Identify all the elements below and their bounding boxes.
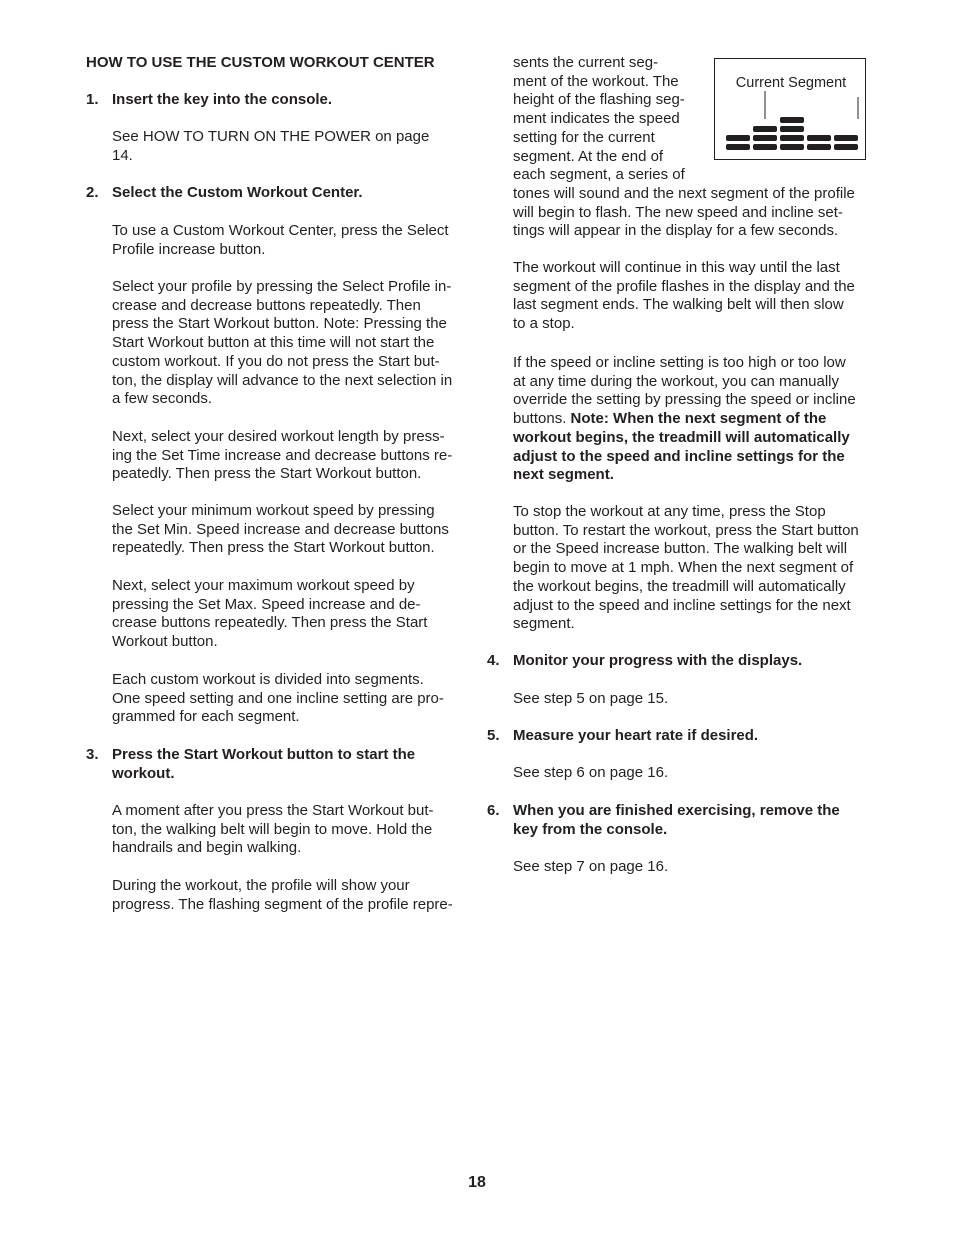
text-line: custom workout. If you do not press the Start but- [112, 352, 440, 370]
text-line: During the workout, the profile will show your [112, 877, 410, 894]
text-line: Each custom workout is divided into segments. [112, 671, 424, 688]
text-line: Next, select your desired workout length by press- [112, 428, 445, 445]
profile-segment-bar [834, 144, 858, 150]
text-line: to a stop. [513, 315, 575, 333]
paragraph-segments [112, 671, 444, 727]
text-line [513, 410, 856, 429]
note-line: next segment. [513, 466, 614, 484]
text-line: To stop the workout at any time, press the Stop [513, 503, 826, 520]
profile-segment-bar [834, 135, 858, 141]
profile-display-graphic [715, 59, 867, 161]
text-line: ton, the walking belt will begin to move. Hold the [112, 820, 433, 838]
section-heading: HOW TO USE THE CUSTOM WORKOUT CENTER [86, 54, 435, 71]
note-line: workout begins, the treadmill will automatically [513, 428, 850, 446]
profile-segment-bar [753, 144, 777, 150]
current-segment-figure [714, 58, 866, 160]
profile-segment-bar [780, 126, 804, 132]
text-line: height of the flashing seg- [513, 91, 685, 109]
text-line: See HOW TO TURN ON THE POWER on page [112, 128, 430, 145]
paragraph-belt-moves [112, 802, 434, 858]
paragraph-workout-length [112, 428, 452, 484]
profile-segment-bar [780, 117, 804, 123]
text-line: To use a Custom Workout Center, press the Select [112, 222, 449, 239]
text-line: Workout button. [112, 633, 218, 651]
text-line: key from the console. [513, 820, 668, 838]
paragraph-profile-progress [112, 877, 453, 914]
figure-label: Current Segment [735, 75, 847, 91]
profile-segment-bar [780, 144, 804, 150]
text-line: Profile increase button. [112, 240, 266, 258]
text-line: the workout begins, the treadmill will automatically [513, 577, 846, 595]
step-5-title: Measure your heart rate if desired. [513, 727, 759, 744]
step-2-title: Select the Custom Workout Center. [112, 184, 363, 201]
step-6-text: See step 7 on page 16. [513, 858, 669, 875]
text-line: override the setting by pressing the speed or incline [513, 391, 856, 409]
text-line: pressing the Set Max. Speed increase and de- [112, 595, 421, 613]
text-line: One speed setting and one incline setting are pro- [112, 689, 444, 707]
step-4-text: See step 5 on page 15. [513, 690, 669, 707]
text-line: The workout will continue in this way until the last [513, 259, 840, 276]
step-3-title [112, 746, 415, 783]
text-line: Select your minimum workout speed by pressing [112, 502, 435, 519]
text-line: adjust to the speed and incline settings for the next [513, 596, 851, 614]
text-line: tings will appear in the display for a few seconds. [513, 222, 839, 240]
text-line: ton, the display will advance to the next selection in [112, 371, 453, 389]
text-line: last segment ends. The walking belt will then slow [513, 296, 844, 314]
step-6-number: 6. [487, 802, 500, 819]
text-line: ment indicates the speed [513, 110, 680, 128]
paragraph-min-speed [112, 502, 449, 558]
text-line: Select your profile by pressing the Select Profile in- [112, 278, 452, 295]
text-line: Next, select your maximum workout speed by [112, 577, 415, 594]
text-line: 14. [112, 146, 133, 164]
text-line: button. To restart the workout, press the Start button [513, 521, 859, 539]
text-line: at any time during the workout, you can manually [513, 372, 840, 390]
profile-segment-bar [807, 144, 831, 150]
paragraph-stop-workout [513, 503, 859, 634]
text-line: A moment after you press the Start Workout but- [112, 802, 434, 819]
text-line: workout. [112, 764, 175, 782]
text-line: Press the Start Workout button to start the [112, 746, 416, 763]
profile-segment-bar [807, 135, 831, 141]
text-line: the Set Min. Speed increase and decrease buttons [112, 520, 449, 538]
text-line: sents the current seg- [513, 54, 659, 71]
profile-segment-bar [780, 135, 804, 141]
text-line: If the speed or incline setting is too high or too low [513, 354, 846, 371]
text-line: grammed for each segment. [112, 708, 300, 726]
text-line: tones will sound and the next segment of the profile [513, 184, 855, 202]
step-4-title: Monitor your progress with the displays. [513, 652, 803, 669]
step-4-number: 4. [487, 652, 500, 669]
profile-segment-bar [753, 126, 777, 132]
text-line: When you are finished exercising, remove the [513, 802, 840, 819]
paragraph-select-profile [112, 278, 452, 409]
profile-segment-bar [726, 144, 750, 150]
text-line: begin to move at 1 mph. When the next segment of [513, 559, 854, 577]
step-6-title [513, 802, 840, 839]
text-span: buttons. [513, 410, 571, 428]
step-5-text: See step 6 on page 16. [513, 764, 669, 781]
text-line: ing the Set Time increase and decrease buttons re- [112, 446, 453, 464]
text-line: setting for the current [513, 128, 655, 146]
step-1-title: Insert the key into the console. [112, 91, 333, 108]
text-line: press the Start Workout button. Note: Pressing the [112, 315, 447, 333]
note-bold: Note: When the next segment of the [570, 410, 827, 428]
text-line: peatedly. Then press the Start Workout button. [112, 465, 422, 483]
text-line: handrails and begin walking. [112, 839, 302, 857]
paragraph-workout-continues [513, 259, 855, 334]
paragraph-max-speed [112, 577, 427, 652]
page-number: 18 [468, 1174, 486, 1191]
text-line: each segment, a series of [513, 166, 685, 184]
text-line: progress. The flashing segment of the profile repre- [112, 895, 453, 913]
text-line: will begin to flash. The new speed and incline set- [513, 203, 843, 221]
note-line: adjust to the speed and incline settings for the [513, 447, 845, 465]
text-line: segment of the profile flashes in the display and the [513, 277, 855, 295]
text-line: segment. At the end of [513, 147, 664, 165]
profile-segment-bar [753, 135, 777, 141]
step-1-number: 1. [86, 91, 99, 108]
text-line: segment. [513, 615, 575, 633]
step-5-number: 5. [487, 727, 500, 744]
paragraph-override-setting [513, 354, 856, 485]
text-line: crease and decrease buttons repeatedly. Then [112, 296, 421, 314]
step-2-number: 2. [86, 184, 99, 201]
profile-segment-bar [726, 135, 750, 141]
text-line: a few seconds. [112, 390, 213, 408]
step-3-number: 3. [86, 746, 99, 763]
step-1-text [112, 128, 429, 165]
text-line: or the Speed increase button. The walking belt will [513, 540, 848, 558]
text-line: ment of the workout. The [513, 72, 679, 90]
text-line: Start Workout button at this time will not start the [112, 334, 435, 352]
text-line: repeatedly. Then press the Start Workout button. [112, 539, 435, 557]
paragraph-custom-workout [112, 222, 449, 259]
segment-bars [726, 117, 858, 150]
text-line: crease buttons repeatedly. Then press the Start [112, 614, 428, 632]
